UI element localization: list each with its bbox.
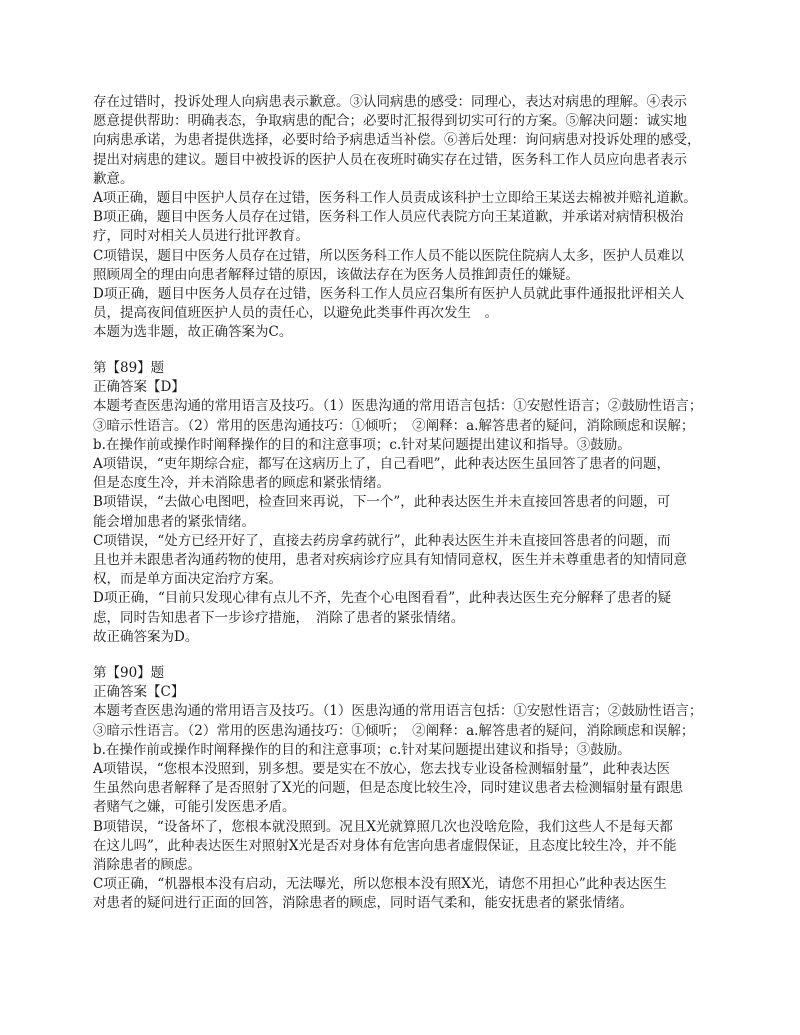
option-b-explanation: B项错误，“去做心电图吧，检查回来再说，下一个”，此种表达医生并未直接回答患者的问题，可: [93, 494, 671, 511]
text-line: 歉意。: [93, 170, 134, 187]
text-line: 虑，同时告知患者下一步诊疗措施， 消除了患者的紧张情绪。: [93, 609, 465, 626]
option-a-explanation: A项错误，“您根本没照到，别多想。要是实在不放心，您去找专业设备检测辐射量”，此种表达医: [93, 761, 671, 778]
section-question-88-explanation: [93, 93, 723, 343]
section-question-90: [93, 664, 723, 914]
correct-answer: 正确答案【D】: [93, 379, 185, 396]
section-question-89: [93, 359, 723, 647]
text-line: 消除患者的顾虑。: [93, 857, 201, 874]
option-d-explanation: D项正确，“目前只发现心律有点儿不齐，先查个心电图看看”，此种表达医生充分解释了患者的疑: [93, 590, 672, 607]
text-line: 且也并未跟患者沟通药物的使用，患者对疾病诊疗应具有知情同意权，医生并未尊重患者的知情同意: [93, 552, 687, 569]
text-line: 愿意提供帮助：明确表态，争取病患的配合；必要时汇报得到切实可行的方案。⑤解决问题：诚实地: [93, 113, 687, 130]
text-line: 权，而是单方面决定治疗方案。: [93, 571, 282, 588]
answer-conclusion: 本题为选非题，故正确答案为C。: [93, 324, 293, 341]
text-line: 疗，同时对相关人员进行批评教育。: [93, 228, 309, 245]
option-c-explanation: C项错误，“处方已经开好了，直接去药房拿药就行”，此种表达医生并未直接回答患者的问题，而: [93, 532, 671, 549]
text-line: 照顾周全的理由向患者解释过错的原因，该做法存在为医务人员推卸责任的嫌疑。: [93, 266, 579, 283]
text-line: 向病患承诺，为患者提供选择，必要时给予病患适当补偿。⑥善后处理：询问病患对投诉处理的感受，: [93, 132, 701, 149]
option-a-explanation: A项正确，题目中医护人员存在过错，医务科工作人员责成该科护士立即给王某送去棉被并赔礼道歉。: [93, 190, 697, 207]
text-line: 者赌气之嫌，可能引发医患矛盾。: [93, 799, 296, 816]
text-line: 存在过错时，投诉处理人向病患表示歉意。③认同病患的感受：同理心，表达对病患的理解。④表示: [93, 94, 687, 110]
text-line: 对患者的疑问进行正面的回答，消除患者的顾虑，同时语气柔和，能安抚患者的紧张情绪。: [93, 895, 633, 912]
option-b-explanation: B项错误，“设备坏了，您根本就没照到。况且X光就算照几次也没啥危险，我们这些人不是每天都: [93, 818, 673, 835]
option-c-explanation: C项错误，题目中医务人员存在过错，所以医务科工作人员不能以医院住院病人太多，医护人员难以: [93, 247, 684, 264]
text-line: 在这儿吗”，此种表达医生对照射X光是否对身体有危害向患者虚假保证，且态度比较生冷，并不能: [93, 837, 677, 854]
question-number: 第【90】题: [93, 665, 165, 681]
question-number: 第【89】题: [93, 360, 165, 376]
text-line: ③暗示性语言。（2）常用的医患沟通技巧：①倾听； ②阐释：a.解答患者的疑问，消除顾虑和误解；: [93, 722, 695, 739]
text-line: b.在操作前或操作时阐释操作的目的和注意事项；c.针对某问题提出建议和指导。③鼓励。: [93, 436, 631, 453]
text-line: ③暗示性语言。（2）常用的医患沟通技巧：①倾听； ②阐释：a.解答患者的疑问，消除顾虑和误解；: [93, 417, 695, 434]
text-line: 能会增加患者的紧张情绪。: [93, 513, 255, 530]
text-line: 员，提高夜间值班医护人员的责任心，以避免此类事件再次发生 。: [93, 305, 498, 322]
text-line: 本题考查医患沟通的常用语言及技巧。（1）医患沟通的常用语言包括：①安慰性语言；②鼓励性语言；: [93, 398, 703, 415]
text-line: 提出对病患的建议。题目中被投诉的医护人员在夜班时确实存在过错，医务科工作人员应向患者表示: [93, 151, 687, 168]
text-line: 但是态度生冷，并未消除患者的顾虑和紧张情绪。: [93, 475, 390, 492]
correct-answer: 正确答案【C】: [93, 684, 185, 701]
option-d-explanation: D项正确，题目中医务人员存在过错，医务科工作人员应召集所有医护人员就此事件通报批评相关人: [93, 286, 685, 303]
option-b-explanation: B项正确，题目中医务人员存在过错，医务科工作人员应代表院方向王某道歉，并承诺对病情积极治: [93, 209, 684, 226]
text-line: 本题考查医患沟通的常用语言及技巧。（1）医患沟通的常用语言包括：①安慰性语言；②鼓励性语言；: [93, 703, 703, 720]
text-line: 生虽然向患者解释了是否照射了X光的问题，但是态度比较生冷，同时建议患者去检测辐射量有跟患: [93, 780, 684, 797]
text-line: b.在操作前或操作时阐释操作的目的和注意事项；c.针对某问题提出建议和指导；③鼓励。: [93, 741, 631, 758]
option-c-explanation: C项正确，“机器根本没有启动，无法曝光，所以您根本没有照X光，请您不用担心”此种表达医生: [93, 876, 667, 893]
answer-conclusion: 故正确答案为D。: [93, 628, 199, 645]
option-a-explanation: A项错误，“吏年期综合症，都写在这病历上了，自己看吧”，此种表达医生虽回答了患者的问题，: [93, 456, 671, 473]
